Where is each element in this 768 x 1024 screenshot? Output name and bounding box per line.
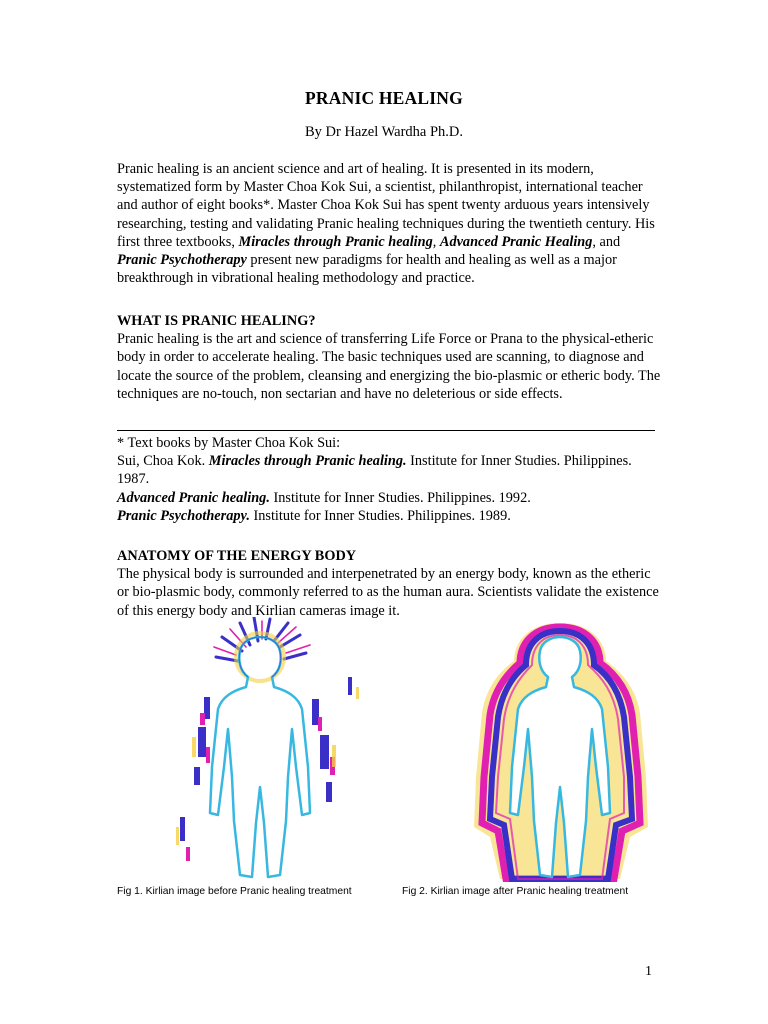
- footnote-ref-3-post: Institute for Inner Studies. Philippines. 1989.: [249, 507, 511, 524]
- footnote-ref-1-post: Institute for Inner Studies. Philippines. 1987.: [117, 453, 632, 488]
- anatomy-heading: ANATOMY OF THE ENERGY BODY: [117, 548, 357, 564]
- page-number: 1: [645, 964, 652, 979]
- figure-1-caption: Fig 1. Kirlian image before Pranic healing treatment: [117, 886, 352, 897]
- what-is-section: [117, 312, 662, 403]
- figure-2-caption: Fig 2. Kirlian image after Pranic healing treatment: [402, 886, 629, 897]
- footnote-ref-3-title: Pranic Psychotherapy.: [117, 507, 250, 524]
- book-title-miracles: Miracles through Pranic healing: [238, 233, 433, 250]
- intro-sep-2: , and: [592, 233, 621, 250]
- document-author: By Dr Hazel Wardha Ph.D.: [304, 124, 464, 140]
- intro-text-2: present new paradigms for health and healing as well as a major breakthrough in vibrational healing methodology and practice.: [117, 252, 617, 287]
- kirlian-figure-after: [470, 617, 700, 882]
- book-title-advanced: Advanced Pranic Healing: [439, 233, 593, 250]
- kirlian-figure-before: [170, 617, 400, 882]
- footnote-intro: * Text books by Master Choa Kok Sui:: [117, 435, 341, 451]
- footnote-ref-1-title: Miracles through Pranic healing.: [208, 453, 407, 470]
- book-title-psychotherapy: Pranic Psychotherapy: [117, 252, 247, 269]
- footnote-ref-1-pre: Sui, Choa Kok.: [117, 453, 209, 470]
- footnote-divider: [117, 430, 655, 431]
- intro-text-1: Pranic healing is an ancient science and art of healing. It is presented in its modern, systematized form by Master Choa Kok Sui, a scientist, philanthropist, international teacher and author of eight books*. Master Choa Kok Sui has spent twenty arduous years intensively researching, testing and validating Pranic healing techniques during the twentieth century. His first three textbooks,: [117, 161, 655, 250]
- footnote-ref-2-post: Institute for Inner Studies. Philippines. 1992.: [269, 489, 531, 506]
- document-title: PRANIC HEALING: [305, 88, 463, 108]
- intro-paragraph: [117, 160, 662, 287]
- aura-sparse: [176, 617, 359, 861]
- intro-sep-1: ,: [432, 233, 440, 250]
- footnote-section: [117, 434, 662, 525]
- footnote-ref-2-title: Advanced Pranic healing.: [117, 489, 270, 506]
- anatomy-section: [117, 547, 662, 620]
- anatomy-body: The physical body is surrounded and interpenetrated by an energy body, known as the etheric or bio-plasmic body, commonly referred to as the human aura. Scientists validate the existence of this energy body and Kirlian cameras image it.: [117, 566, 659, 619]
- what-is-body: Pranic healing is the art and science of transferring Life Force or Prana to the physical-etheric body in order to accelerate healing. The basic techniques used are scanning, to diagnose and locate the source of the problem, cleansing and energizing the bio-plasmic or etheric body. The techniques are no-touch, non sectarian and have no deleterious or side effects.: [117, 331, 661, 402]
- what-is-heading: WHAT IS PRANIC HEALING?: [117, 313, 316, 329]
- body-outline: [210, 637, 310, 877]
